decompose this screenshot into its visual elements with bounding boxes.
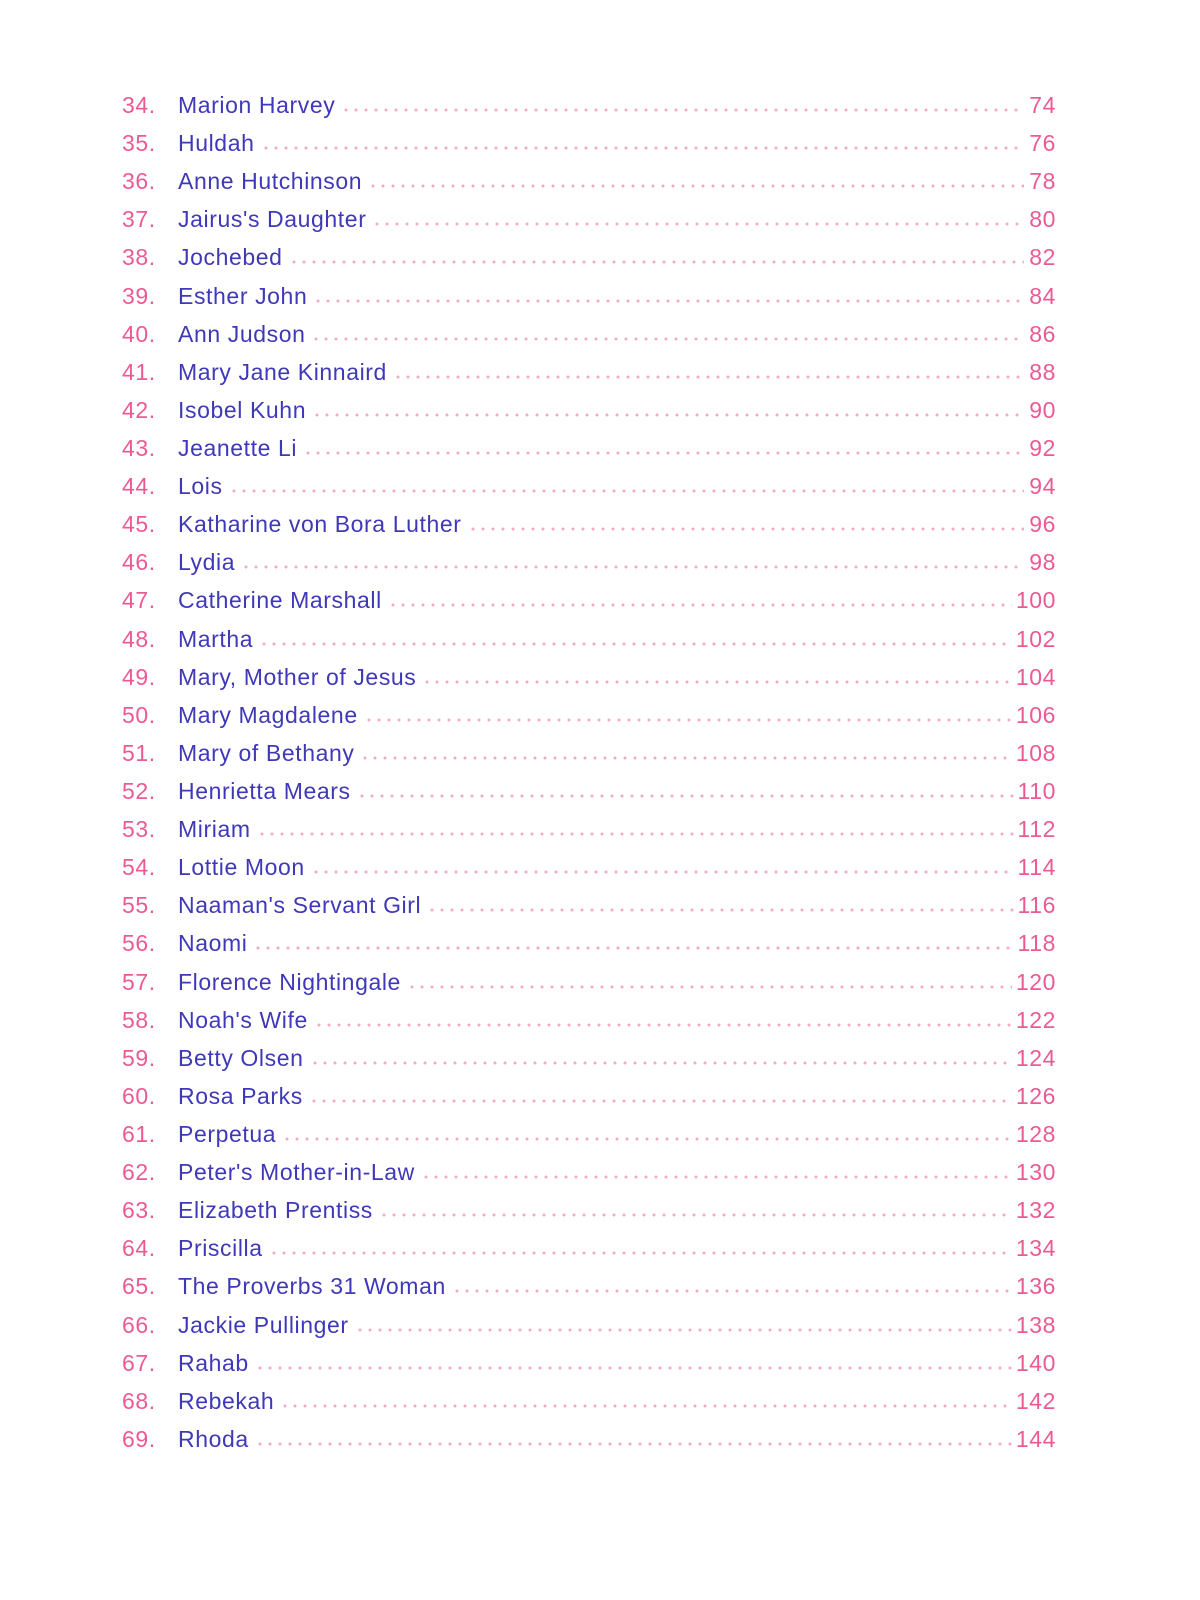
entry-number: 42. bbox=[122, 396, 156, 423]
entry-page-number: 132 bbox=[1015, 1197, 1056, 1224]
entry-page-number: 136 bbox=[1015, 1273, 1056, 1300]
entry-number: 63. bbox=[122, 1197, 156, 1224]
toc-entry bbox=[122, 702, 1056, 740]
toc-entry bbox=[122, 92, 1056, 130]
toc-entry bbox=[122, 1007, 1056, 1045]
toc-entry bbox=[122, 1388, 1056, 1426]
entry-page-number: 124 bbox=[1015, 1044, 1056, 1071]
dot-leader bbox=[379, 1213, 1012, 1217]
entry-title: Catherine Marshall bbox=[178, 587, 382, 614]
toc-entry bbox=[122, 626, 1056, 664]
toc-entry bbox=[122, 1426, 1056, 1464]
dot-leader bbox=[311, 337, 1024, 341]
dot-leader bbox=[310, 1061, 1012, 1065]
entry-number: 45. bbox=[122, 511, 156, 538]
entry-title: Naaman's Servant Girl bbox=[178, 892, 422, 919]
entry-title: Lydia bbox=[178, 549, 236, 576]
entry-page-number: 88 bbox=[1029, 358, 1056, 385]
dot-leader bbox=[269, 1251, 1012, 1255]
toc-entry bbox=[122, 549, 1056, 587]
dot-leader bbox=[312, 413, 1024, 417]
toc-entry bbox=[122, 1235, 1056, 1273]
entry-number: 53. bbox=[122, 816, 156, 843]
dot-leader bbox=[261, 146, 1025, 150]
dot-leader bbox=[422, 680, 1011, 684]
dot-leader bbox=[388, 603, 1012, 607]
entry-title: Mary of Bethany bbox=[178, 739, 355, 766]
toc-entry bbox=[122, 930, 1056, 968]
dot-leader bbox=[407, 985, 1012, 989]
dot-leader bbox=[229, 489, 1024, 493]
toc-entry bbox=[122, 664, 1056, 702]
entry-number: 64. bbox=[122, 1235, 156, 1262]
entry-title: The Proverbs 31 Woman bbox=[178, 1273, 446, 1300]
toc-entry bbox=[122, 1121, 1056, 1159]
entry-title: Jochebed bbox=[178, 244, 283, 271]
toc-entry bbox=[122, 283, 1056, 321]
toc-entry bbox=[122, 1312, 1056, 1350]
entry-page-number: 142 bbox=[1015, 1387, 1056, 1414]
entry-title: Henrietta Mears bbox=[178, 777, 351, 804]
entry-page-number: 92 bbox=[1029, 434, 1056, 461]
entry-number: 50. bbox=[122, 701, 156, 728]
entry-title: Jackie Pullinger bbox=[178, 1311, 349, 1338]
entry-number: 43. bbox=[122, 434, 156, 461]
entry-number: 49. bbox=[122, 663, 156, 690]
toc-entry bbox=[122, 587, 1056, 625]
entry-title: Lottie Moon bbox=[178, 854, 305, 881]
entry-title: Naomi bbox=[178, 930, 248, 957]
entry-title: Mary, Mother of Jesus bbox=[178, 663, 417, 690]
toc-entry bbox=[122, 473, 1056, 511]
entry-number: 35. bbox=[122, 130, 156, 157]
dot-leader bbox=[368, 184, 1024, 188]
entry-number: 38. bbox=[122, 244, 156, 271]
entry-page-number: 80 bbox=[1029, 206, 1056, 233]
toc-entry bbox=[122, 359, 1056, 397]
entry-page-number: 100 bbox=[1015, 587, 1056, 614]
entry-page-number: 106 bbox=[1015, 701, 1056, 728]
dot-leader bbox=[255, 1366, 1012, 1370]
entry-number: 59. bbox=[122, 1044, 156, 1071]
entry-page-number: 128 bbox=[1015, 1120, 1056, 1147]
dot-leader bbox=[355, 1328, 1012, 1332]
entry-title: Ann Judson bbox=[178, 320, 306, 347]
dot-leader bbox=[282, 1137, 1012, 1141]
toc-entry bbox=[122, 854, 1056, 892]
entry-title: Rahab bbox=[178, 1349, 249, 1376]
entry-page-number: 138 bbox=[1015, 1311, 1056, 1338]
entry-page-number: 130 bbox=[1015, 1159, 1056, 1186]
entry-number: 46. bbox=[122, 549, 156, 576]
entry-number: 69. bbox=[122, 1425, 156, 1452]
entry-number: 41. bbox=[122, 358, 156, 385]
entry-page-number: 84 bbox=[1029, 282, 1056, 309]
entry-title: Anne Hutchinson bbox=[178, 168, 363, 195]
entry-page-number: 112 bbox=[1017, 816, 1056, 843]
toc-entry bbox=[122, 1159, 1056, 1197]
entry-number: 48. bbox=[122, 625, 156, 652]
entry-title: Peter's Mother-in-Law bbox=[178, 1159, 415, 1186]
entry-number: 44. bbox=[122, 473, 156, 500]
dot-leader bbox=[280, 1404, 1012, 1408]
toc-entry bbox=[122, 130, 1056, 168]
entry-number: 52. bbox=[122, 777, 156, 804]
entry-number: 51. bbox=[122, 739, 156, 766]
entry-page-number: 140 bbox=[1015, 1349, 1056, 1376]
entry-page-number: 110 bbox=[1017, 777, 1056, 804]
entry-page-number: 108 bbox=[1015, 739, 1056, 766]
entry-title: Rhoda bbox=[178, 1425, 249, 1452]
dot-leader bbox=[468, 527, 1024, 531]
toc-entry bbox=[122, 1350, 1056, 1388]
entry-title: Rebekah bbox=[178, 1387, 275, 1414]
entry-number: 66. bbox=[122, 1311, 156, 1338]
entry-title: Priscilla bbox=[178, 1235, 263, 1262]
dot-leader bbox=[393, 375, 1024, 379]
entry-title: Isobel Kuhn bbox=[178, 396, 307, 423]
entry-number: 56. bbox=[122, 930, 156, 957]
entry-number: 47. bbox=[122, 587, 156, 614]
entry-title: Elizabeth Prentiss bbox=[178, 1197, 373, 1224]
dot-leader bbox=[341, 108, 1024, 112]
entry-page-number: 118 bbox=[1017, 930, 1056, 957]
entry-title: Jeanette Li bbox=[178, 434, 298, 461]
entry-page-number: 114 bbox=[1017, 854, 1056, 881]
entry-number: 60. bbox=[122, 1082, 156, 1109]
toc-entry bbox=[122, 1197, 1056, 1235]
entry-page-number: 98 bbox=[1029, 549, 1056, 576]
entry-page-number: 126 bbox=[1015, 1082, 1056, 1109]
toc-entry bbox=[122, 321, 1056, 359]
entry-number: 54. bbox=[122, 854, 156, 881]
entry-number: 40. bbox=[122, 320, 156, 347]
entry-title: Florence Nightingale bbox=[178, 968, 401, 995]
entry-number: 36. bbox=[122, 168, 156, 195]
toc-entry bbox=[122, 1273, 1056, 1311]
toc-entry bbox=[122, 1083, 1056, 1121]
dot-leader bbox=[427, 908, 1013, 912]
entry-number: 67. bbox=[122, 1349, 156, 1376]
entry-page-number: 120 bbox=[1015, 968, 1056, 995]
entry-page-number: 78 bbox=[1029, 168, 1056, 195]
entry-page-number: 90 bbox=[1029, 396, 1056, 423]
entry-page-number: 122 bbox=[1015, 1006, 1056, 1033]
entry-title: Mary Jane Kinnaird bbox=[178, 358, 387, 385]
toc-entry bbox=[122, 435, 1056, 473]
dot-leader bbox=[364, 718, 1012, 722]
entry-page-number: 76 bbox=[1029, 130, 1056, 157]
entry-title: Marion Harvey bbox=[178, 92, 336, 118]
entry-title: Katharine von Bora Luther bbox=[178, 511, 462, 538]
toc-entry bbox=[122, 816, 1056, 854]
toc-entry bbox=[122, 511, 1056, 549]
entry-page-number: 82 bbox=[1029, 244, 1056, 271]
toc-entry bbox=[122, 206, 1056, 244]
toc-entry bbox=[122, 1045, 1056, 1083]
entry-page-number: 134 bbox=[1015, 1235, 1056, 1262]
entry-page-number: 94 bbox=[1029, 473, 1056, 500]
toc-entry bbox=[122, 168, 1056, 206]
dot-leader bbox=[255, 1442, 1012, 1446]
entry-page-number: 116 bbox=[1017, 892, 1056, 919]
entry-title: Huldah bbox=[178, 130, 255, 157]
entry-page-number: 96 bbox=[1029, 511, 1056, 538]
entry-title: Mary Magdalene bbox=[178, 701, 358, 728]
entry-number: 65. bbox=[122, 1273, 156, 1300]
entry-number: 57. bbox=[122, 968, 156, 995]
dot-leader bbox=[241, 565, 1024, 569]
table-of-contents bbox=[122, 92, 1056, 1464]
entry-number: 34. bbox=[122, 92, 156, 118]
entry-title: Noah's Wife bbox=[178, 1006, 308, 1033]
dot-leader bbox=[303, 451, 1024, 455]
entry-page-number: 74 bbox=[1029, 92, 1056, 118]
dot-leader bbox=[421, 1175, 1012, 1179]
entry-title: Perpetua bbox=[178, 1120, 277, 1147]
toc-entry bbox=[122, 892, 1056, 930]
toc-entry bbox=[122, 397, 1056, 435]
entry-page-number: 144 bbox=[1015, 1425, 1056, 1452]
dot-leader bbox=[372, 222, 1024, 226]
dot-leader bbox=[360, 756, 1011, 760]
entry-number: 58. bbox=[122, 1006, 156, 1033]
toc-entry bbox=[122, 740, 1056, 778]
dot-leader bbox=[311, 870, 1014, 874]
entry-number: 62. bbox=[122, 1159, 156, 1186]
entry-number: 61. bbox=[122, 1120, 156, 1147]
dot-leader bbox=[289, 260, 1024, 264]
entry-title: Betty Olsen bbox=[178, 1044, 304, 1071]
entry-number: 55. bbox=[122, 892, 156, 919]
entry-title: Lois bbox=[178, 473, 223, 500]
toc-entry bbox=[122, 778, 1056, 816]
entry-page-number: 86 bbox=[1029, 320, 1056, 347]
toc-entry bbox=[122, 969, 1056, 1007]
entry-title: Esther John bbox=[178, 282, 308, 309]
entry-number: 68. bbox=[122, 1387, 156, 1414]
entry-title: Jairus's Daughter bbox=[178, 206, 367, 233]
entry-page-number: 104 bbox=[1015, 663, 1056, 690]
dot-leader bbox=[253, 946, 1013, 950]
dot-leader bbox=[257, 832, 1014, 836]
entry-number: 37. bbox=[122, 206, 156, 233]
entry-title: Rosa Parks bbox=[178, 1082, 303, 1109]
entry-number: 39. bbox=[122, 282, 156, 309]
dot-leader bbox=[314, 1023, 1012, 1027]
entry-title: Miriam bbox=[178, 816, 251, 843]
dot-leader bbox=[452, 1289, 1012, 1293]
dot-leader bbox=[309, 1099, 1012, 1103]
entry-title: Martha bbox=[178, 625, 254, 652]
dot-leader bbox=[259, 642, 1012, 646]
entry-page-number: 102 bbox=[1015, 625, 1056, 652]
dot-leader bbox=[313, 299, 1024, 303]
dot-leader bbox=[357, 794, 1014, 798]
toc-entry bbox=[122, 244, 1056, 282]
